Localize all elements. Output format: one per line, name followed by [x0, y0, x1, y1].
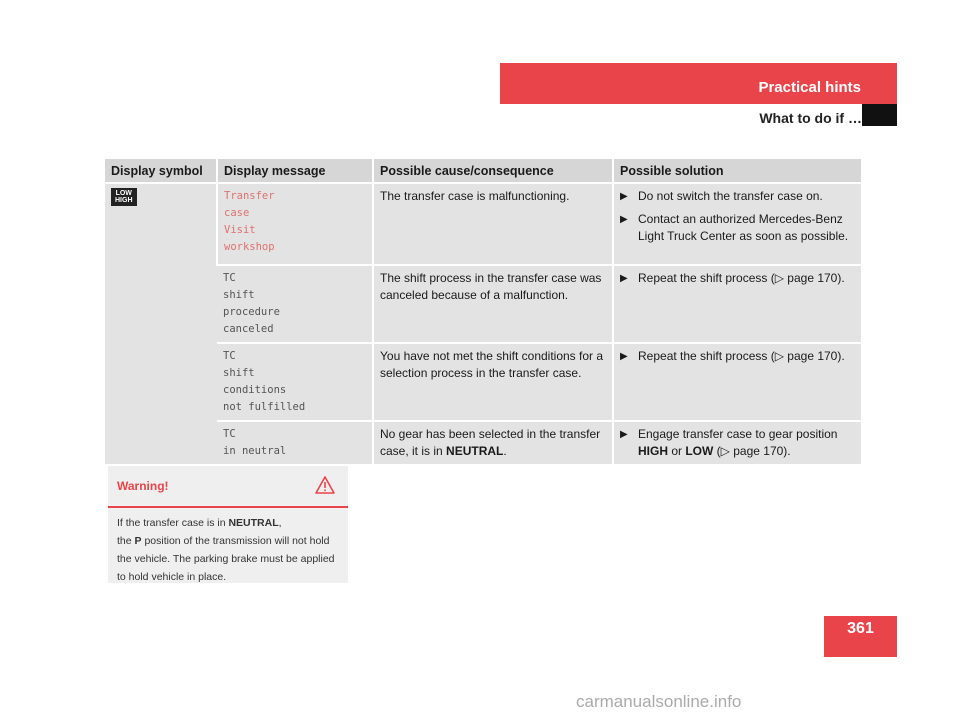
subsection-bar	[500, 104, 862, 126]
solution-cell	[613, 265, 861, 343]
table-row	[105, 265, 861, 343]
warning-title: Warning!	[117, 479, 169, 493]
table-row	[105, 421, 861, 464]
section-title: Practical hints	[758, 79, 861, 96]
column-header: Possible solution	[613, 159, 861, 183]
column-header: Display message	[217, 159, 373, 183]
solution-item: ▶ Engage transfer case to gear position HIGH or LOW (▷ page 170).	[620, 427, 838, 458]
header-black-tab	[862, 104, 897, 126]
display-message: TC shift procedure canceled	[223, 272, 280, 335]
arrow-right-icon: ▶	[620, 214, 628, 225]
display-symbol-cell	[105, 183, 217, 464]
table-row	[105, 183, 861, 265]
warning-header	[108, 466, 348, 508]
arrow-right-icon: ▶	[620, 191, 628, 202]
display-message: Transfer case Visit workshop	[224, 190, 275, 253]
cause-text: You have not met the shift conditions for a selection process in the transfer case.	[373, 343, 613, 421]
solution-cell	[613, 421, 861, 464]
low-high-symbol-icon: LOW HIGH	[111, 188, 137, 206]
table-header-row	[105, 159, 861, 183]
solution-item: ▶ Do not switch the transfer case on.	[620, 189, 823, 203]
page-number: 361	[847, 620, 874, 637]
column-header: Possible cause/consequence	[373, 159, 613, 183]
cause-text: The shift process in the transfer case was canceled because of a malfunction.	[373, 265, 613, 343]
display-message: TC shift conditions not fulfilled	[223, 350, 306, 413]
watermark: carmanualsonline.info	[576, 692, 742, 711]
column-header: Display symbol	[105, 159, 217, 183]
solution-cell	[613, 343, 861, 421]
table-row	[105, 343, 861, 421]
arrow-right-icon: ▶	[620, 351, 628, 362]
warning-box	[108, 466, 348, 583]
warning-triangle-icon	[314, 475, 336, 495]
solution-cell	[613, 183, 861, 265]
cause-text: The transfer case is malfunctioning.	[373, 183, 613, 265]
solution-item: ▶ Repeat the shift process (▷ page 170).	[620, 349, 845, 363]
solution-item: ▶ Contact an authorized Mercedes-Benz Light Truck Center as soon as possible.	[620, 212, 849, 243]
warning-text: If the transfer case is in NEUTRAL, the P position of the transmission will not hold the vehicle. The parking brake must be applied to hold vehicle in place.	[117, 517, 335, 583]
display-message: TC in neutral	[223, 428, 287, 457]
solution-item: ▶ Repeat the shift process (▷ page 170).	[620, 271, 845, 285]
arrow-right-icon: ▶	[620, 429, 628, 440]
header-bar	[500, 63, 897, 104]
page-number-box	[824, 616, 897, 657]
hints-table	[105, 159, 861, 464]
cause-text: No gear has been selected in the transfer case, it is in NEUTRAL.	[373, 421, 613, 464]
subsection-title: What to do if …	[759, 110, 862, 126]
arrow-right-icon: ▶	[620, 273, 628, 284]
